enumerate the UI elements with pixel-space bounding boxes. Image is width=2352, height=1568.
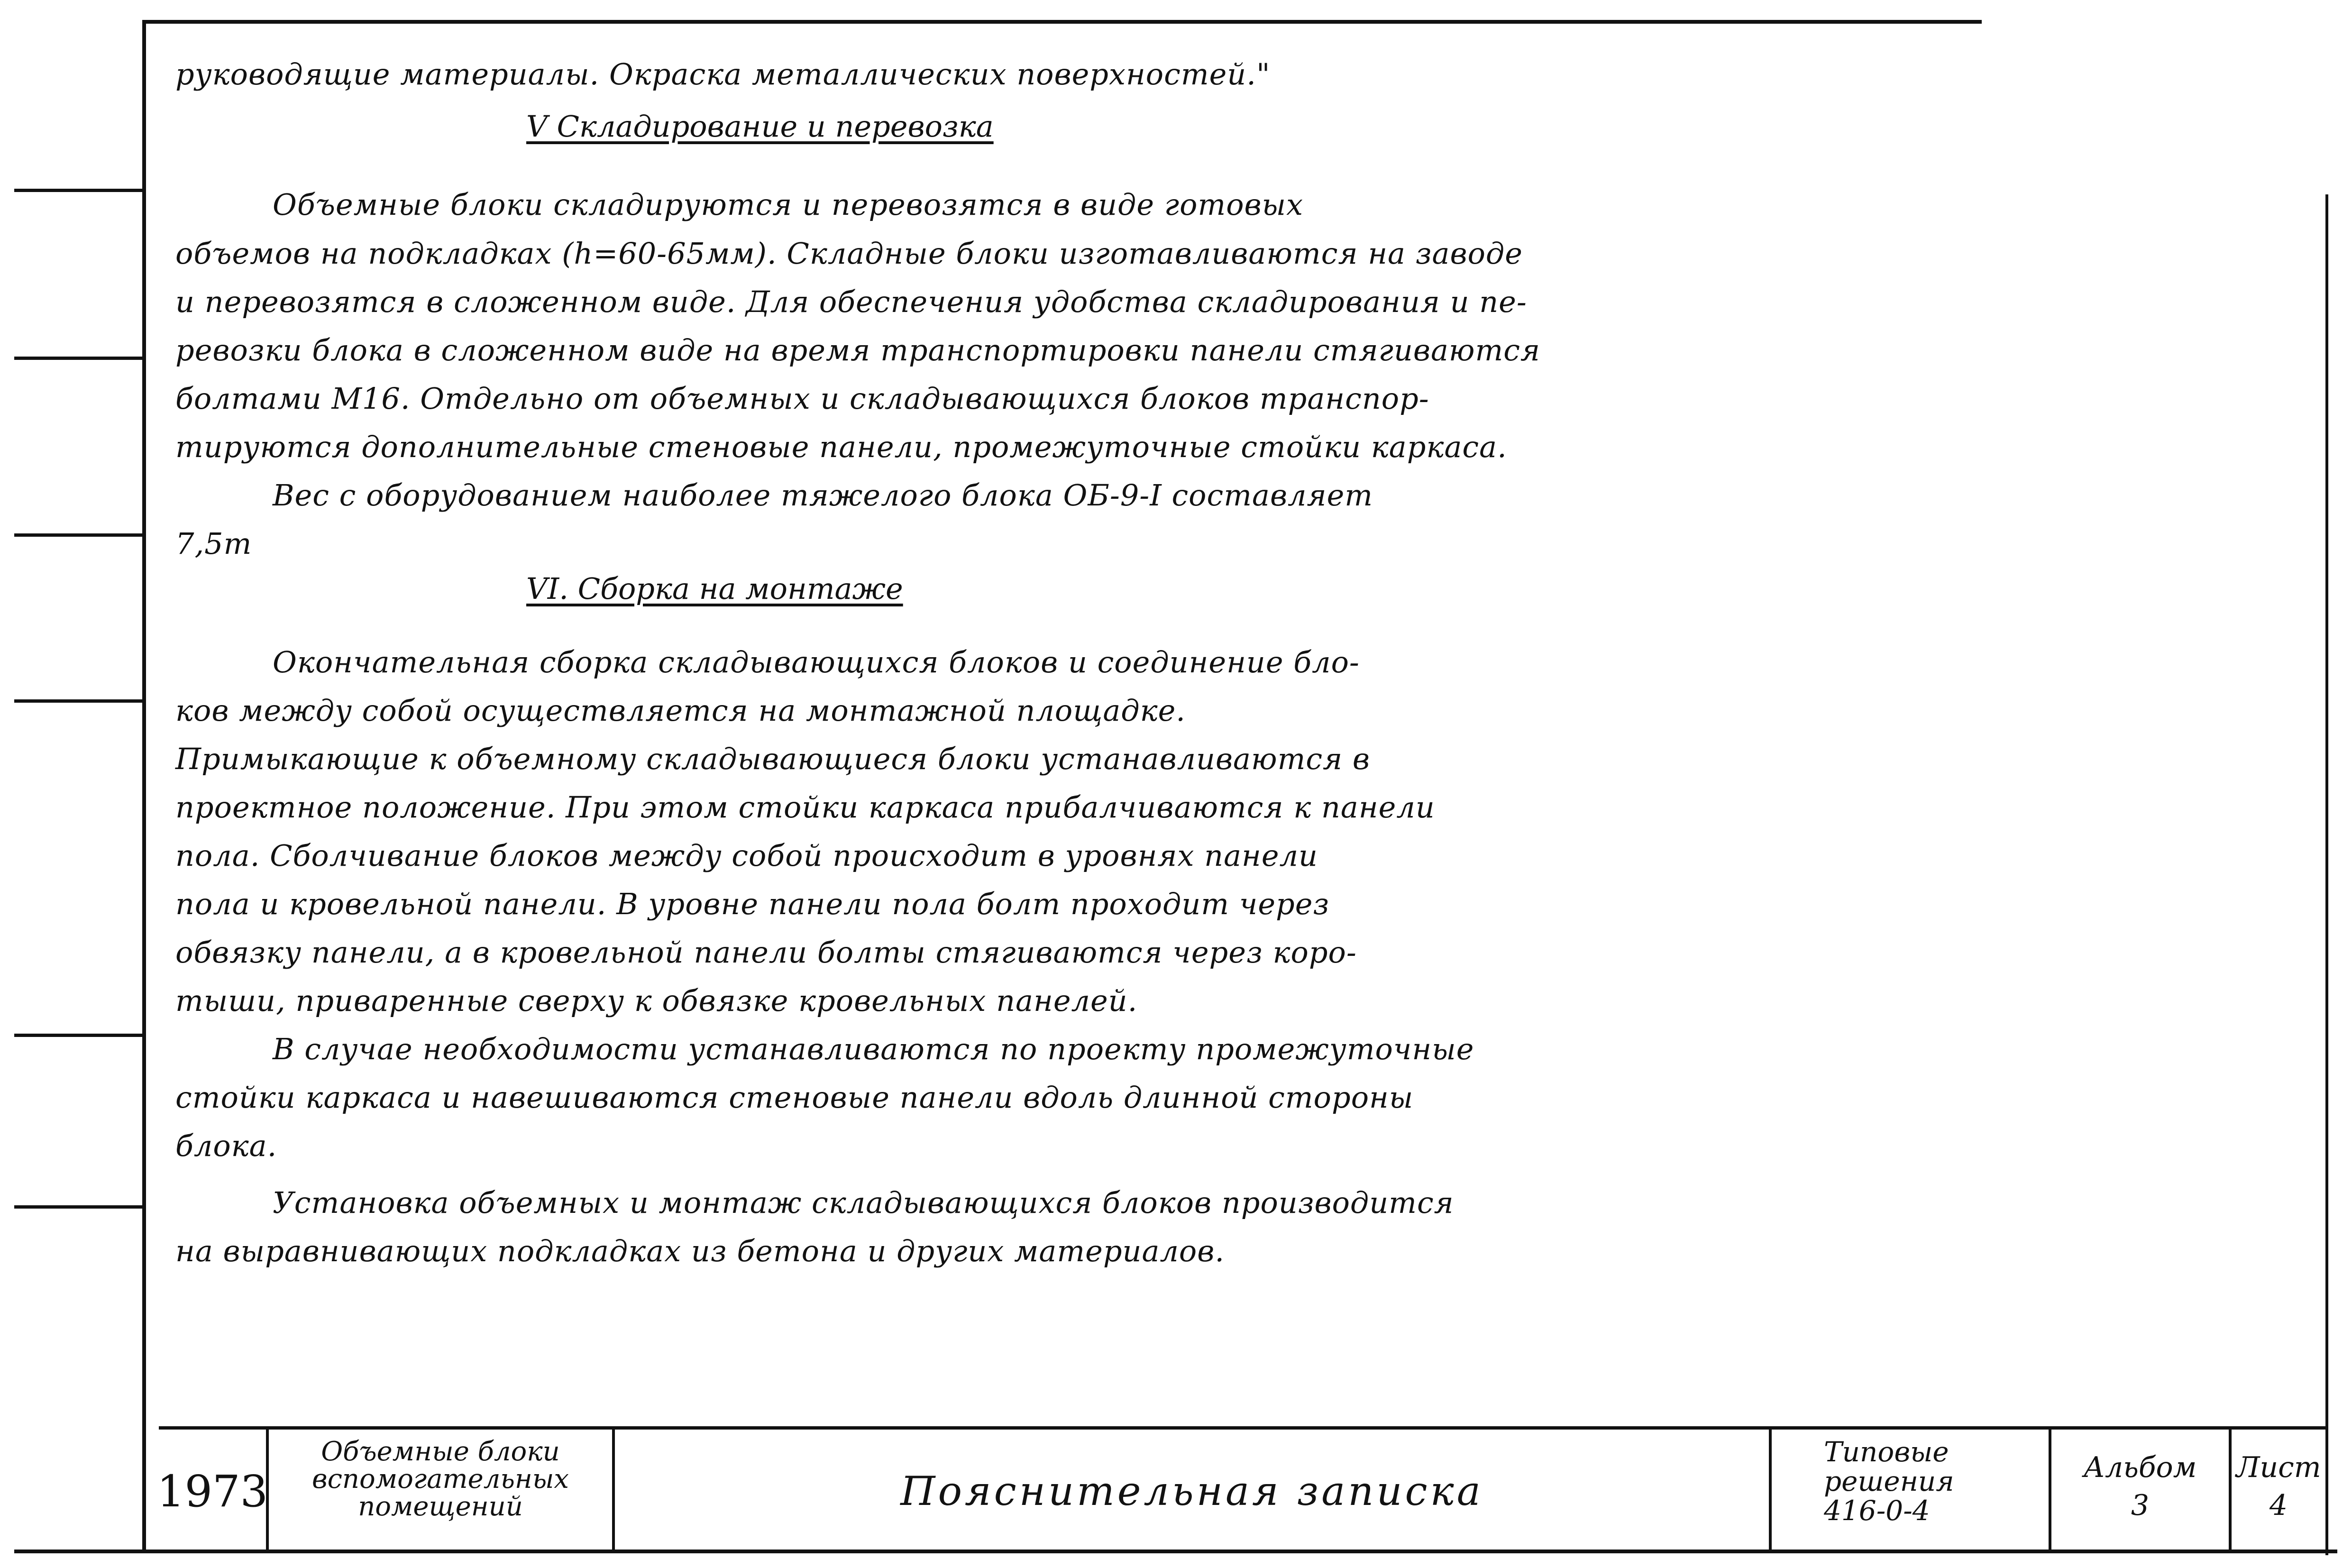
- album-label: Альбом: [2083, 1451, 2197, 1484]
- margin-tick: [14, 1205, 143, 1209]
- series-line: решения: [1824, 1465, 1954, 1497]
- title-block: [156, 1426, 2325, 1553]
- title-block-series: [1772, 1430, 2051, 1553]
- text-line: болтами М16. Отдельно от объемных и складывающихся блоков транспор-: [175, 381, 1429, 416]
- title-block-album: [2051, 1430, 2232, 1553]
- text-line: Вес с оборудованием наиболее тяжелого блока ОБ-9-I составляет: [273, 478, 1373, 513]
- text-line: пола и кровельной панели. В уровне панели пола болт проходит через: [175, 887, 1330, 921]
- margin-tick: [14, 357, 143, 360]
- series-code: 416-0-4: [1824, 1495, 1930, 1527]
- text-line: стойки каркаса и навешиваются стеновые панели вдоль длинной стороны: [175, 1080, 1414, 1115]
- text-line: руководящие материалы. Окраска металлических поверхностей.": [175, 57, 1271, 92]
- frame-right-border: [2325, 194, 2328, 1555]
- text-line: 7,5т: [175, 526, 252, 561]
- text-line: на выравнивающих подкладках из бетона и других материалов.: [175, 1234, 1225, 1268]
- title-block-object-name: [269, 1430, 615, 1553]
- section-heading-storage-transport: V Складирование и перевозка: [526, 109, 994, 144]
- frame-left-border: [142, 20, 146, 1551]
- title-block-sheet: [2232, 1430, 2325, 1553]
- text-line: тыши, приваренные сверху к обвязке кровельных панелей.: [175, 983, 1138, 1018]
- title-block-year: 1973: [159, 1430, 269, 1553]
- text-line: В случае необходимости устанавливаются по проекту промежуточные: [273, 1032, 1474, 1066]
- margin-tick: [14, 533, 143, 537]
- text-line: проектное положение. При этом стойки каркаса прибалчиваются к панели: [175, 790, 1435, 825]
- frame-top-border: [142, 20, 1982, 24]
- object-name-line: Объемные блоки: [321, 1436, 560, 1467]
- text-line: объемов на подкладках (h=60-65мм). Складные блоки изготавливаются на заводе: [175, 236, 1523, 271]
- text-line: Окончательная сборка складывающихся блоков и соединение бло-: [273, 645, 1360, 679]
- margin-tick: [14, 1034, 143, 1037]
- section-heading-assembly: VI. Сборка на монтаже: [526, 571, 903, 606]
- text-line: ревозки блока в сложенном виде на время транспортировки панели стягиваются: [175, 333, 1541, 367]
- text-line: тируются дополнительные стеновые панели, промежуточные стойки каркаса.: [175, 430, 1507, 464]
- text-line: блока.: [175, 1128, 277, 1163]
- text-line: ков между собой осуществляется на монтажной площадке.: [175, 693, 1186, 728]
- text-line: Примыкающие к объемному складывающиеся блоки устанавливаются в: [175, 742, 1370, 776]
- text-line: Объемные блоки складируются и перевозятся в виде готовых: [273, 187, 1304, 222]
- text-line: Установка объемных и монтаж складывающихся блоков производится: [273, 1185, 1454, 1220]
- object-name-line: помещений: [358, 1491, 523, 1522]
- series-line: Типовые: [1824, 1436, 1949, 1468]
- margin-tick: [14, 699, 143, 703]
- object-name-line: вспомогательных: [311, 1464, 569, 1495]
- text-line: и перевозятся в сложенном виде. Для обеспечения удобства складирования и пе-: [175, 284, 1527, 319]
- margin-tick: [14, 189, 143, 192]
- text-line: пола. Сболчивание блоков между собой происходит в уровнях панели: [175, 838, 1318, 873]
- sheet-label: Лист: [2236, 1451, 2321, 1484]
- sheet-number: 4: [2269, 1489, 2288, 1522]
- text-line: обвязку панели, а в кровельной панели болты стягиваются через коро-: [175, 935, 1357, 970]
- album-number: 3: [2131, 1489, 2150, 1522]
- title-block-document-title: Пояснительная записка: [615, 1430, 1772, 1553]
